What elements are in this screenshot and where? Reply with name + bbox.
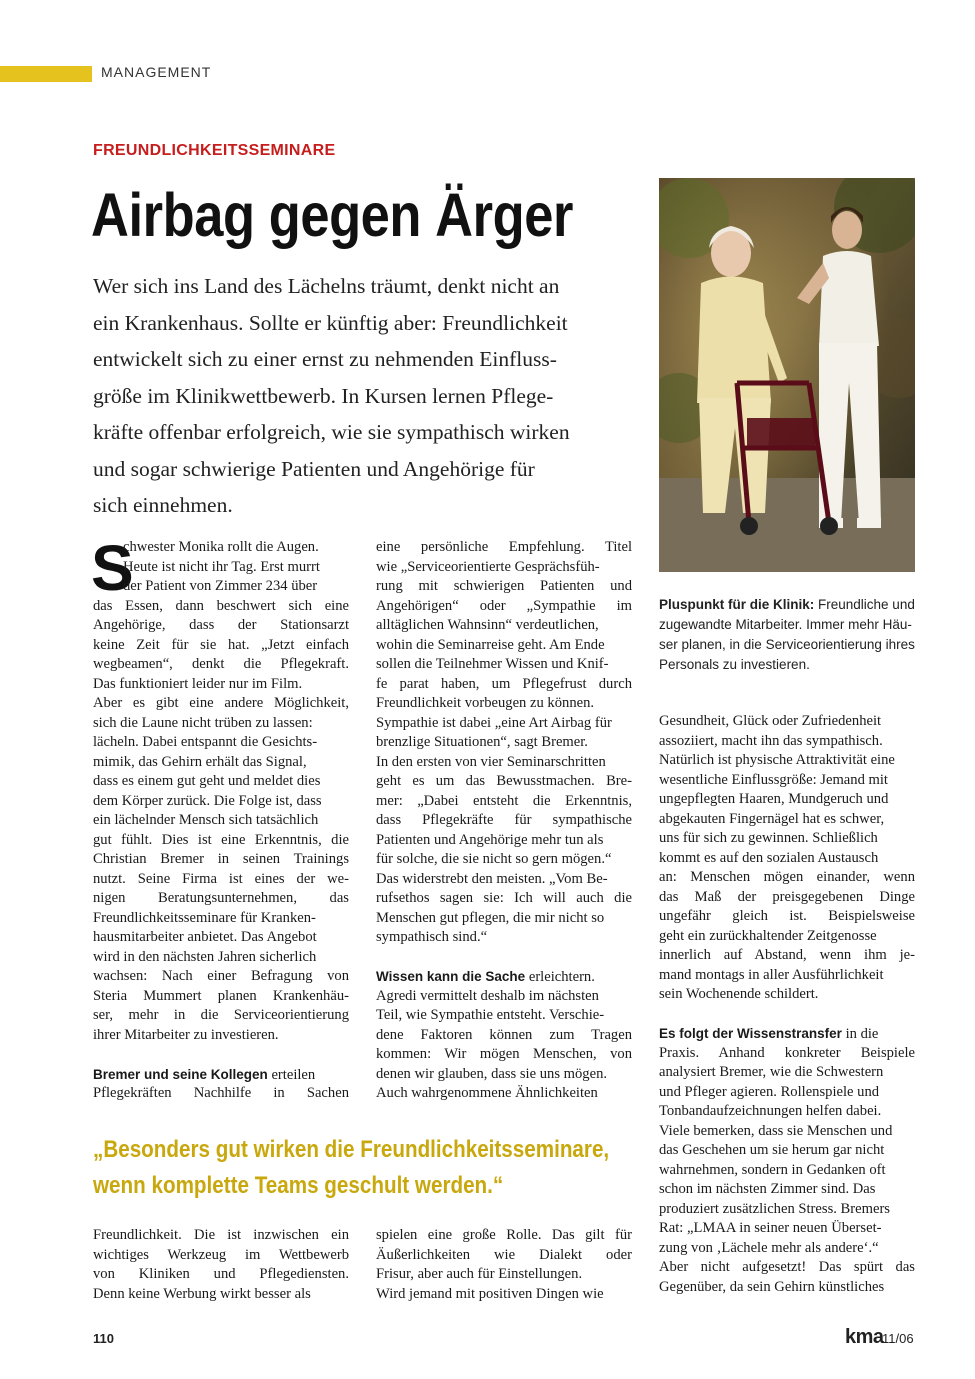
body-line: Wird jemand mit positiven Dingen wie (376, 1285, 604, 1302)
body-line: ein lächelnder Mensch sich tatsächlich (93, 812, 319, 828)
subhead: Bremer und seine Kollegen (93, 1066, 268, 1082)
body-line: sollen die Teilnehmer Wissen und Knif- (376, 656, 609, 672)
pull-quote (93, 1132, 609, 1204)
body-line: dass Pflegekräfte für sympathische (376, 812, 632, 828)
subhead: Wissen kann die Sache (376, 969, 526, 984)
section-color-bar (0, 66, 92, 82)
body-line: Aber es gibt eine andere Möglichkeit, (93, 695, 349, 711)
body-line: dem Körper zurück. Die Folge ist, dass (93, 792, 322, 809)
body-line: denen wir glauben, dass sie uns mögen. (376, 1065, 608, 1082)
body-line: der Patient von Zimmer 234 über (123, 578, 318, 594)
caption-line: Personals zu investieren. (659, 657, 810, 672)
body-line: produziert zusätzlichen Stress. Bremers (659, 1200, 890, 1217)
body-line: wie „Serviceorientierte Gesprächsfüh- (376, 558, 600, 575)
body-line: wesentliche Einflussgröße: Jemand mit (659, 771, 888, 788)
body-line: chwester Monika rollt die Augen. (123, 539, 319, 555)
body-line: Heute ist nicht ihr Tag. Erst murrt (123, 558, 320, 575)
body-line: hausmitarbeiter anbietet. Das Angebot (93, 929, 317, 945)
body-line: Menschen gut pflegen, die mir nicht so (376, 909, 605, 926)
body-line: sein Wochenende schildert. (659, 986, 819, 1002)
body-line: Freundlichkeit vorbeugen zu können. (376, 695, 595, 711)
body-column-2 (376, 538, 632, 1104)
body-line: an: Menschen mögen einander, wenn (659, 869, 915, 885)
body-line: alltäglichen Wahnsinn“ verdeutlichen, (376, 617, 599, 633)
lead-line: ein Krankenhaus. Sollte er künftig aber: Freundlichkeit (93, 310, 568, 335)
body-line: fe parat haben, um Pflegefrust durch (376, 675, 632, 692)
body-line: eine persönliche Empfehlung. Titel (376, 539, 632, 555)
body-line: Rat: „LMAA in seiner neuen Überset- (659, 1220, 882, 1236)
body-line: das Essen, dann beschwert sich eine (93, 597, 349, 614)
body-line: von Kliniken und Pflegediensten. (93, 1266, 349, 1282)
body-line: Das widerstrebt den meisten. „Vom Be- (376, 870, 608, 887)
body-line: analysiert Bremer, wie die Schwestern (659, 1064, 884, 1080)
article-title: Airbag gegen Ärger (91, 181, 573, 249)
body-line: Tonbandaufzeichnungen helfen dabei. (659, 1103, 882, 1119)
body-line: erleichtern. (525, 969, 595, 985)
body-line: nutzt. Seine Firma ist eines der we- (93, 870, 349, 887)
body-line: wird in den nächsten Jahren sicherlich (93, 948, 317, 965)
body-line: Frisur, aber auch für Einstellungen. (376, 1266, 583, 1282)
body-line: Steria Mummert planen Krankenhäu- (93, 987, 349, 1004)
caption-line: Freundliche und (814, 597, 915, 612)
body-line: ungepflegten Haaren, Mundgeruch und (659, 791, 889, 807)
body-line: rung mit schwierigen Patienten und (376, 578, 632, 594)
body-line: keine Zeit für sie hat. „Jetzt einfach (93, 636, 349, 653)
body-line: Das funktioniert leider nur im Film. (93, 675, 303, 692)
body-line: Gegenüber, da sein Gehirn künstliches (659, 1278, 885, 1295)
caption-lead-in: Pluspunkt für die Klinik: (659, 597, 815, 612)
body-column-3 (659, 712, 915, 1297)
body-line: sich die Laune nicht trüben zu lassen: (93, 714, 313, 731)
body-line: Natürlich ist physische Attraktivität eine (659, 752, 895, 768)
body-line: Freundlichkeitsseminare für Kranken- (93, 909, 316, 926)
pull-quote-line: wenn komplette Teams geschult werden.“ (93, 1172, 504, 1199)
section-label: MANAGEMENT (101, 64, 212, 80)
body-line: ihrer Mitarbeiter zu investieren. (93, 1026, 279, 1043)
body-line: mand montags in aller Ausführlichkeit (659, 966, 884, 983)
body-line: wachsen: Nach einer Befragung von (93, 968, 349, 984)
body-line: Äußerlichkeiten wie Dialekt oder (376, 1246, 632, 1263)
body-line: wegbeamen“, denkt die Pflegekraft. (93, 656, 349, 672)
lead-line: größe im Klinikwettbewerb. In Kursen lernen Pflege- (93, 383, 554, 408)
body-line: Gesundheit, Glück oder Zufriedenheit (659, 713, 882, 729)
lead-line: Wer sich ins Land des Lächelns träumt, denkt nicht an (93, 274, 560, 298)
lead-line: und sogar schwierige Patienten und Angehörige für (93, 456, 535, 481)
article-photo (659, 178, 915, 572)
body-line: geht es um das Bewusstmachen. Bre- (376, 773, 632, 789)
body-line: Agredi vermittelt deshalb im nächsten (376, 987, 599, 1004)
caption-line: zugewandte Mitarbeiter. Immer mehr Häu- (659, 617, 912, 632)
body-line: für solche, die sie nicht so gern mögen.“ (376, 851, 612, 867)
body-line: uns für sich zu gewinnen. Schließlich (659, 830, 878, 846)
body-line: das Maß der preisgegebenen Dinge (659, 888, 915, 905)
body-line: geht ein zurückhaltender Zeitgenosse (659, 927, 877, 944)
body-line: wichtiges Werkzeug im Wettbewerb (93, 1246, 349, 1263)
body-line: dass es einem gut geht und meldet dies (93, 773, 321, 789)
body-line: In den ersten von vier Seminarschritten (376, 753, 606, 770)
body-line: sympathisch sind.“ (376, 929, 488, 945)
body-line: innerlich auf Abstand, wenn ihm je- (659, 947, 915, 963)
body-line: das Geschehen um sie herum gar nicht (659, 1142, 885, 1158)
body-line: Teil, wie Sympathie entsteht. Verschie- (376, 1007, 605, 1023)
body-line: rufsethos sagen sie: Ich will auch die (376, 890, 632, 906)
body-line: gut fühlt. Dies ist eine Erkenntnis, die (93, 831, 349, 848)
lead-line: kräfte offenbar erfolgreich, wie sie sympathisch wirken (93, 420, 570, 444)
body-column-1 (91, 532, 349, 1104)
body-line: kommt es auf den sozialen Austausch (659, 849, 879, 866)
body-line: ser, mehr in die Serviceorientierung (93, 1007, 349, 1023)
body-line: Patienten und Angehörige mehr tun als (376, 831, 604, 848)
body-line: Praxis. Anhand konkreter Beispiele (659, 1044, 915, 1061)
body-line: erteilen (267, 1066, 316, 1083)
body-line: Pflegekräften Nachhilfe in Sachen (93, 1085, 349, 1101)
body-line: Viele bemerken, dass sie Menschen und (659, 1122, 893, 1139)
article-kicker: FREUNDLICHKEITSSEMINARE (93, 142, 336, 159)
lead-line: entwickelt sich zu einer ernst zu nehmenden Einfluss- (93, 347, 557, 371)
body-line: Christian Bremer in seinen Trainings (93, 851, 349, 867)
body-line: Denn keine Werbung wirkt besser als (93, 1285, 311, 1302)
body-line: assoziiert, macht ihn das sympathisch. (659, 732, 883, 749)
body-line: spielen eine große Rolle. Das gilt für (376, 1227, 632, 1243)
lead-line: sich einnehmen. (93, 493, 233, 517)
magazine-logo: kma (845, 1326, 884, 1348)
body-line: mimik, das Gehirn erhält das Signal, (93, 753, 307, 770)
pull-quote-line: „Besonders gut wirken die Freundlichkeitsseminare, (93, 1136, 610, 1163)
body-line: ungefähr gleich ist. Beispielsweise (659, 908, 915, 924)
body-line: Sympathie ist dabei „eine Art Airbag für (376, 714, 612, 731)
photo-caption (659, 595, 917, 675)
body-line: lächeln. Dabei entspannt die Gesichts- (93, 734, 318, 750)
body-line: abgekauten Fingernägel hat es schwer, (659, 810, 885, 827)
body-line: kommen: Wir mögen Menschen, von (376, 1046, 632, 1062)
page-number: 110 (93, 1331, 114, 1346)
body-line: Auch wahrgenommene Ähnlichkeiten (376, 1085, 598, 1101)
body-line: Angehörige, dass der Stationsarzt (93, 617, 349, 633)
body-column-1-continued (93, 1226, 349, 1304)
body-line: Aber nicht aufgesetzt! Das spürt das (659, 1259, 915, 1275)
body-line: dene Faktoren können zum Tragen (376, 1026, 632, 1043)
body-line: schon im nächsten Zimmer sind. Das (659, 1181, 876, 1197)
body-line: in die (841, 1026, 879, 1042)
subhead: Es folgt der Wissenstransfer (659, 1026, 842, 1041)
body-line: wahrnehmen, sondern in Gedanken oft (659, 1161, 886, 1178)
body-line: mer: „Dabei entsteht die Erkenntnis, (376, 792, 632, 809)
article-lead (93, 268, 638, 524)
body-line: Angehörigen“ oder „Sympathie im (376, 597, 632, 614)
body-column-2-continued (376, 1226, 632, 1304)
body-line: brenzlige Situationen“, sagt Bremer. (376, 734, 588, 750)
body-line: nigen Beratungsunternehmen, das (93, 890, 349, 906)
body-line: Freundlichkeit. Die ist inzwischen ein (93, 1227, 349, 1243)
body-line: zung von ‚Lächele mehr als andere‘.“ (659, 1239, 879, 1256)
body-line: und Pfleger agieren. Rollenspiele und (659, 1083, 880, 1100)
caption-line: ser planen, in die Serviceorientierung ihres (659, 637, 915, 652)
issue-number: 11/06 (882, 1331, 914, 1346)
drop-cap: S (91, 532, 134, 604)
body-line: wohin die Seminarreise geht. Am Ende (376, 636, 605, 653)
